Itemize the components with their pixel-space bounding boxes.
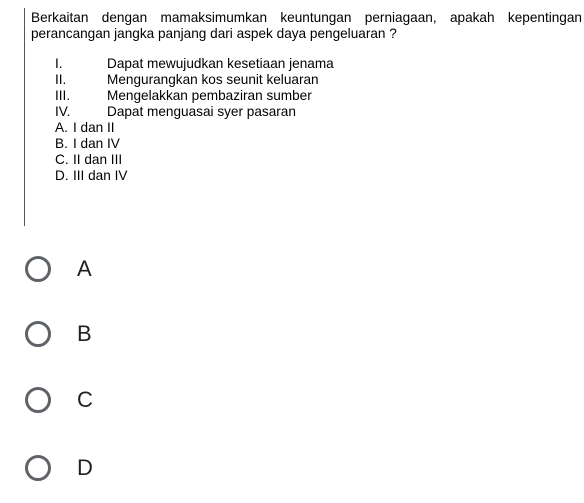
question-box (24, 8, 584, 226)
choice-item (31, 120, 584, 136)
radio-button-icon[interactable] (25, 256, 51, 282)
choice-item (31, 168, 584, 184)
question-stem: Berkaitan dengan mamaksimumkan keuntungan perniagaan, apakah kepentingan perancangan jangka panjang dari aspek daya pengeluaran ? (31, 10, 582, 41)
option-c[interactable] (24, 378, 224, 422)
choice-text: III dan IV (73, 168, 128, 183)
statement-item (31, 88, 584, 104)
choice-list (31, 120, 584, 184)
option-label[interactable]: A (77, 256, 92, 281)
choice-text: I dan II (73, 120, 115, 135)
radio-button-icon[interactable] (25, 455, 51, 481)
statement-item (31, 56, 584, 72)
statement-number: III. (55, 88, 71, 103)
statement-number: II. (55, 72, 67, 87)
choice-item (31, 136, 584, 152)
choice-item (31, 152, 584, 168)
option-d[interactable] (24, 446, 224, 490)
statement-item (31, 104, 584, 120)
statement-number: IV. (55, 104, 71, 119)
option-b[interactable] (24, 312, 224, 356)
choice-letter: A. (55, 120, 68, 135)
option-label[interactable]: C (77, 387, 93, 412)
choice-letter: B. (55, 136, 68, 151)
statement-text: Mengelakkan pembaziran sumber (107, 88, 312, 103)
option-label[interactable]: D (77, 455, 93, 480)
radio-button-icon[interactable] (25, 321, 51, 347)
choice-letter: C. (55, 152, 69, 167)
statement-list (31, 56, 584, 120)
statement-text: Dapat menguasai syer pasaran (107, 104, 296, 119)
choice-text: I dan IV (73, 136, 120, 151)
statement-text: Dapat mewujudkan kesetiaan jenama (107, 56, 334, 71)
choice-text: II dan III (73, 152, 123, 167)
option-label[interactable]: B (77, 321, 92, 346)
statement-text: Mengurangkan kos seunit keluaran (107, 72, 319, 87)
radio-button-icon[interactable] (25, 387, 51, 413)
choice-letter: D. (55, 168, 69, 183)
statement-number: I. (55, 56, 63, 71)
option-a[interactable] (24, 247, 224, 291)
statement-item (31, 72, 584, 88)
